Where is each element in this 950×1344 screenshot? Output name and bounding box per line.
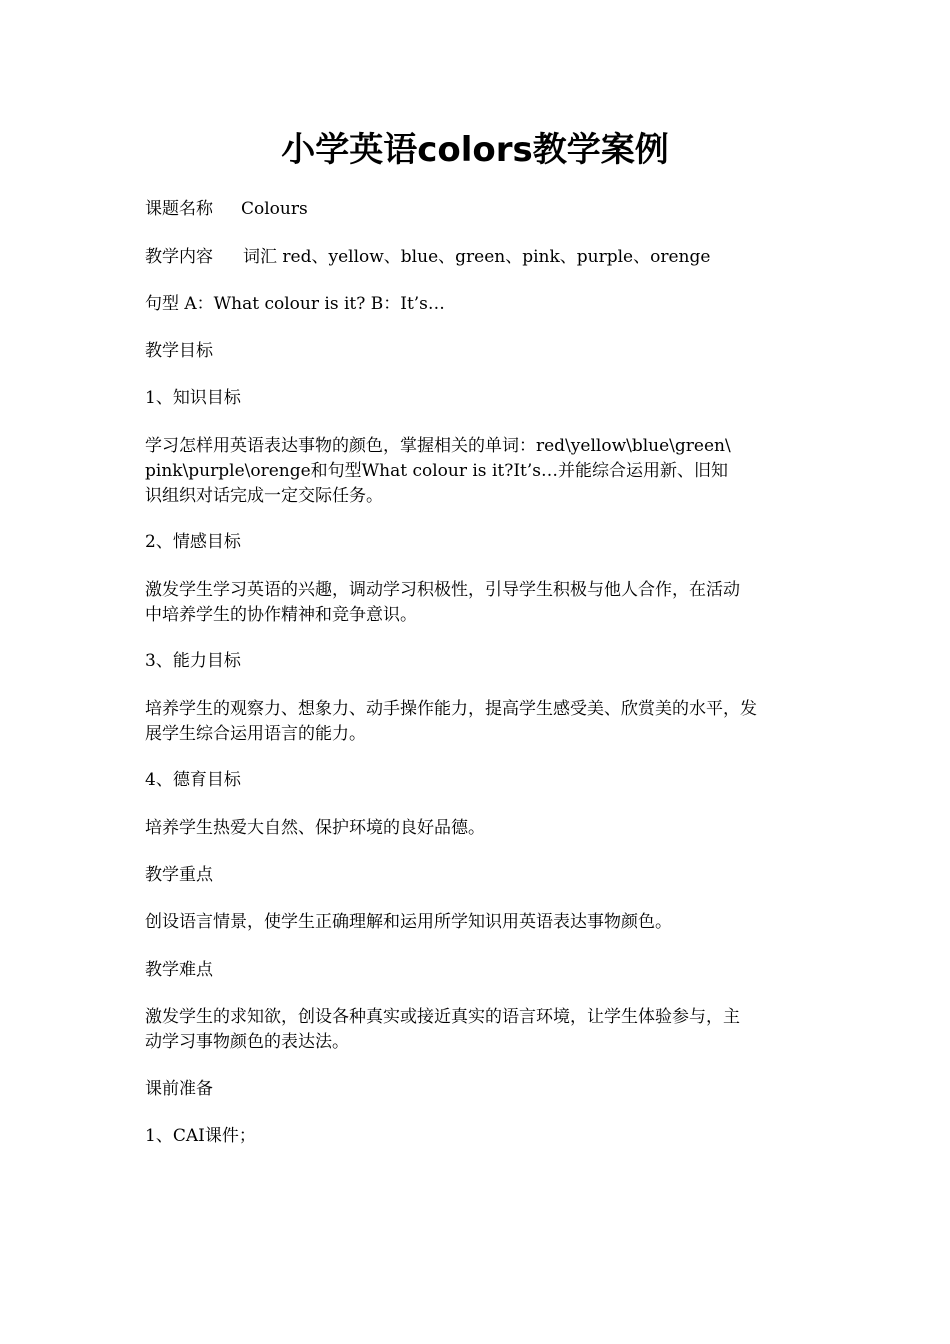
topic-row [145, 196, 810, 222]
ability-text-line-1: 培养学生的观察力、想象力、动手操作能力，提高学生感受美、欣赏美的水平，发 [145, 699, 757, 719]
knowledge-heading: 1、知识目标 [145, 388, 241, 408]
objectives-heading: 教学目标 [145, 341, 213, 361]
content-row [145, 244, 810, 270]
content-value: 词汇 red、yellow、blue、green、pink、purple、orenge [243, 247, 711, 267]
knowledge-text-line-3: 识组织对话完成一定交际任务。 [145, 486, 383, 506]
emotion-text-line-2: 中培养学生的协作精神和竞争意识。 [145, 605, 417, 625]
ability-heading: 3、能力目标 [145, 651, 241, 671]
topic-value: Colours [241, 199, 308, 219]
preparation-item-1: 1、CAI课件； [145, 1126, 256, 1146]
key-points-heading: 教学重点 [145, 865, 213, 885]
sentence-pattern: 句型 A：What colour is it? B：It’s… [145, 294, 445, 314]
emotion-heading: 2、情感目标 [145, 532, 241, 552]
document-title: 小学英语colors教学案例 [281, 130, 669, 170]
difficulties-heading: 教学难点 [145, 960, 213, 980]
emotion-text-line-1: 激发学生学习英语的兴趣，调动学习积极性，引导学生积极与他人合作，在活动 [145, 580, 740, 600]
difficulties-text-line-2: 动学习事物颜色的表达法。 [145, 1032, 349, 1052]
topic-label: 课题名称 [145, 199, 213, 219]
knowledge-text-line-2: pink\purple\orenge和句型What colour is it?It’s…并能综合运用新、旧知 [145, 461, 728, 481]
ability-text-line-2: 展学生综合运用语言的能力。 [145, 724, 366, 744]
key-points-text: 创设语言情景，使学生正确理解和运用所学知识用英语表达事物颜色。 [145, 912, 672, 932]
knowledge-text-line-1: 学习怎样用英语表达事物的颜色，掌握相关的单词：red\yellow\blue\green\ [145, 436, 731, 456]
moral-heading: 4、德育目标 [145, 770, 241, 790]
moral-text-line-1: 培养学生热爱大自然、保护环境的良好品德。 [145, 818, 485, 838]
difficulties-text-line-1: 激发学生的求知欲，创设各种真实或接近真实的语言环境，让学生体验参与，主 [145, 1007, 740, 1027]
content-label: 教学内容 [145, 247, 213, 267]
preparation-heading: 课前准备 [145, 1079, 213, 1099]
